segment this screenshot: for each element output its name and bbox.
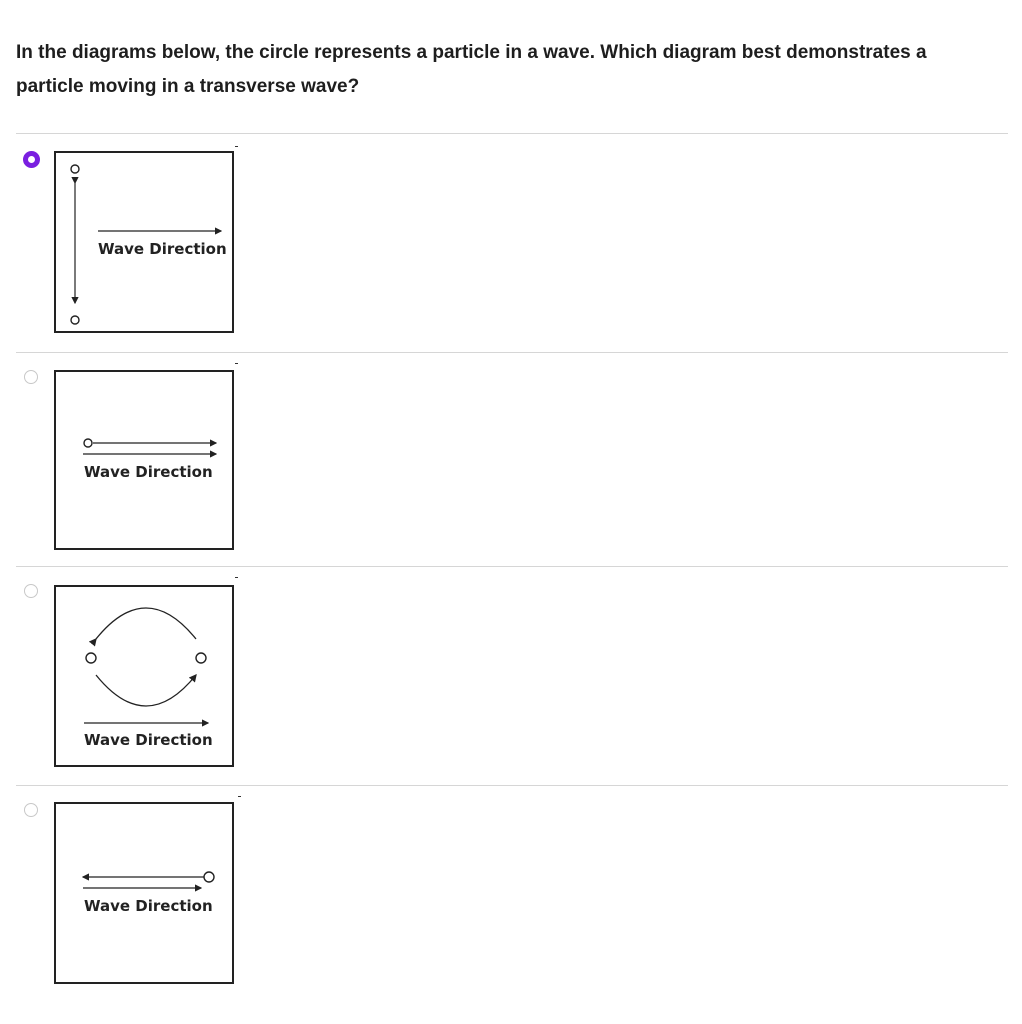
diagram-4-svg <box>56 804 236 986</box>
corner-tick <box>235 363 238 364</box>
diagram-vertical-motion <box>54 151 234 333</box>
particle-circle-left <box>86 653 96 663</box>
diagram-circular-motion <box>54 585 234 767</box>
wave-direction-label: Wave Direction <box>84 463 213 481</box>
diagram-2-svg <box>56 372 236 552</box>
answer-option-1[interactable] <box>16 133 1008 352</box>
corner-tick <box>238 796 241 797</box>
wave-direction-label: Wave Direction <box>84 731 213 749</box>
wave-direction-label: Wave Direction <box>98 240 227 258</box>
particle-circle <box>84 439 92 447</box>
radio-button[interactable] <box>24 803 38 817</box>
radio-button[interactable] <box>24 370 38 384</box>
particle-circle-bottom <box>71 316 79 324</box>
diagram-3-svg <box>56 587 236 769</box>
answer-option-3[interactable] <box>16 566 1008 786</box>
radio-button[interactable] <box>24 584 38 598</box>
answer-option-4[interactable] <box>16 785 1008 1006</box>
particle-circle <box>204 872 214 882</box>
corner-tick <box>235 146 238 147</box>
diagram-1-svg <box>56 153 236 335</box>
particle-circle-top <box>71 165 79 173</box>
radio-button-selected[interactable] <box>23 151 40 168</box>
diagram-opposite-horizontal-motion <box>54 802 234 984</box>
question-text <box>16 36 1016 104</box>
wave-direction-label: Wave Direction <box>84 897 213 915</box>
question-line-1: In the diagrams below, the circle represents a particle in a wave. Which diagram best demonstrates a <box>16 42 927 63</box>
answer-option-2[interactable] <box>16 352 1008 567</box>
corner-tick <box>235 577 238 578</box>
upper-arc-arrow <box>96 608 196 639</box>
particle-circle-right <box>196 653 206 663</box>
diagram-horizontal-motion <box>54 370 234 550</box>
question-line-2: particle moving in a transverse wave? <box>16 76 360 97</box>
lower-arc-arrow <box>96 675 196 706</box>
